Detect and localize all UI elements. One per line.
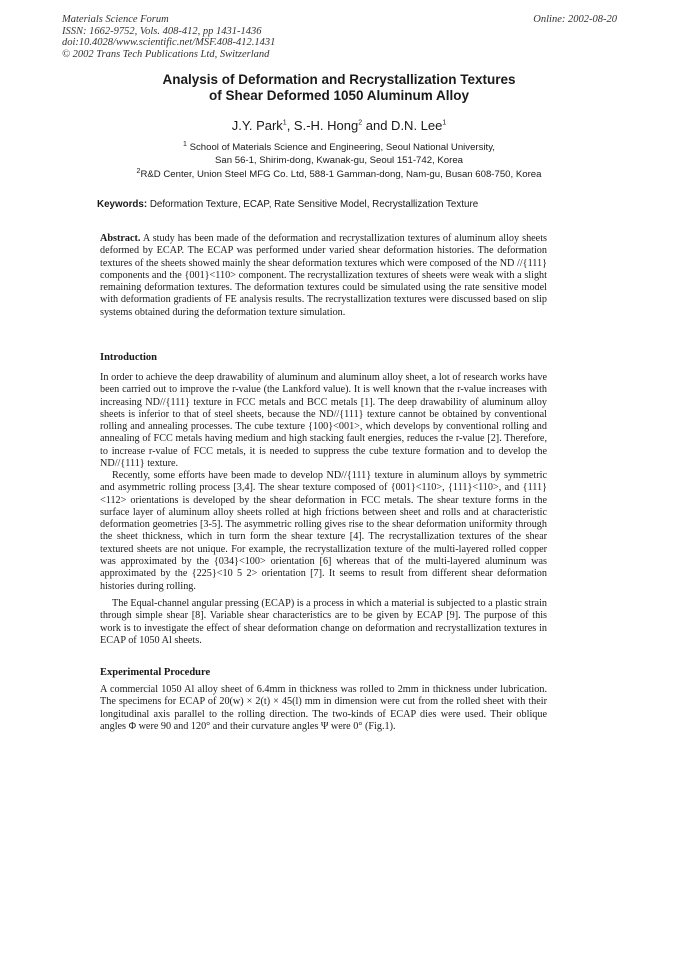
author-2: , S.-H. Hong: [286, 118, 359, 133]
issn-line: ISSN: 1662-9752, Vols. 408-412, pp 1431-1436: [62, 25, 262, 37]
intro-paragraph-2-text: Recently, some efforts have been made to develop ND//{111} texture in aluminum alloys by symmetric and asymmetric rolling process [3,4]. The shear texture composed of {001}<110>, {111}<110>, and {111}<112> orientations is developed by the shear deformation in FCC metals. The shear texture forms in the surface layer of aluminum alloy sheets rolled at high frictions between sheet and rolls and at characteristic deformation geometries [3-5]. The asymmetric rolling gives rise to the shear deformation uniformity through the sheet thickness, which in turn form the shear texture [4]. The recrystallization textures of the shear textured sheets are not unique. For example, the recrystallization texture of the multi-layered rolled copper was approximated by the {034}<100> orientation [6] whereas that of the multi-layered aluminum was approximated by the {225}<10 5 2> orientation [7]. It seems to result from different shear deformation histories during rolling.: [100, 470, 547, 592]
online-date: Online: 2002-08-20: [533, 14, 617, 25]
affiliation-1-mark: 1: [183, 141, 187, 148]
doi-line[interactable]: doi:10.4028/www.scientific.net/MSF.408-412.1431: [62, 37, 276, 48]
intro-paragraph-3: [100, 598, 547, 647]
affiliation-2-text: R&D Center, Union Steel MFG Co. Ltd, 588-1 Gamman-dong, Nam-gu, Busan 608-750, Korea: [140, 169, 542, 181]
experimental-heading: Experimental Procedure: [100, 667, 211, 678]
intro-paragraph-1: In order to achieve the deep drawability of aluminum and aluminum alloy sheet, a lot of research works have been carried out to improve the r-value (the Lankford value). It is well known that the r-value increases with increasing ND//{111} texture in FCC metals and BCC metals [1]. The deep drawability of aluminum alloy sheets is inferior to that of steel sheets, because the ND//{111} texture cannot be obtained by conventional rolling and annealing processes. The cube texture {100}<001>, which develops by conventional rolling and annealing of FCC metals having medium and high stacking fault energies, reduces the r-value [2]. Therefore, to increase r-value of FCC metals, it is needed to suppress the cube texture formation and to develop the ND//{111} texture.: [100, 372, 547, 470]
experimental-paragraph-1: A commercial 1050 Al alloy sheet of 6.4mm in thickness was rolled to 2mm in thickness under lubrication. The specimens for ECAP of 20(w) × 2(t) × 45(l) mm in dimension were cut from the rolled sheet with their longitudinal axis parallel to the rolling direction. The two-kinds of ECAP dies were used. Their oblique angles Φ were 90 and 120° and their curvature angles Ψ were 0° (Fig.1).: [100, 684, 547, 732]
keywords-text: Deformation Texture, ECAP, Rate Sensitive Model, Recrystallization Texture: [147, 199, 479, 210]
affiliation-1-line-1: School of Materials Science and Engineering, Seoul National University,: [186, 142, 495, 154]
keywords: [97, 199, 597, 210]
intro-paragraph-3-text: The Equal-channel angular pressing (ECAP) is a process in which a material is subjected to a plastic strain through simple shear [8]. Variable shear characteristics are to be given by ECAP [9]. The purpose of this work is to investigate the effect of shear deformation change on deformation and recrystallization textures in ECAP of 1050 Al sheets.: [100, 598, 547, 646]
introduction-heading: Introduction: [100, 352, 157, 363]
journal-header: [62, 14, 617, 60]
copyright-line: © 2002 Trans Tech Publications Ltd, Switzerland: [62, 48, 270, 60]
title-line-1: Analysis of Deformation and Recrystallization Textures: [162, 72, 516, 87]
author-3: and D.N. Lee: [362, 118, 443, 133]
affiliation-2-mark: 2: [136, 168, 141, 175]
abstract-text: A study has been made of the deformation and recrystallization textures of aluminum alloy sheets deformed by ECAP. The ECAP was performed under varied shear deformation histories. The deformation textures of the sheets showed mainly the shear deformation textures which were composed of the ND //{111} components and the {001}<110> component. The recrystallization textures of sheets were weak with a slight remaining deformation textures. The deformation textures could be simulated using the rate sensitive model with deformation gradients of FE analysis results. The recrystallization textures were discussed based on slip systems obtained during the deformation texture simulation.: [100, 233, 547, 318]
affiliation-2: [0, 166, 678, 182]
affiliation-1-line-2: San 56-1, Shirim-dong, Kwanak-gu, Seoul 151-742, Korea: [215, 154, 463, 166]
title-line-2: of Shear Deformed 1050 Aluminum Alloy: [208, 88, 470, 103]
author-1-affil: 1: [282, 119, 287, 127]
intro-paragraph-2: [100, 470, 547, 593]
journal-name: Materials Science Forum: [62, 14, 169, 25]
abstract-paragraph: [100, 233, 547, 319]
author-list: [0, 118, 678, 133]
author-2-affil: 2: [358, 119, 363, 127]
author-1: J.Y. Park: [231, 118, 283, 133]
abstract-label: Abstract.: [100, 233, 141, 244]
paper-title: [0, 72, 678, 104]
author-3-affil: 1: [442, 119, 447, 127]
keywords-label: Keywords:: [97, 199, 148, 210]
affiliation-1: [0, 139, 678, 167]
